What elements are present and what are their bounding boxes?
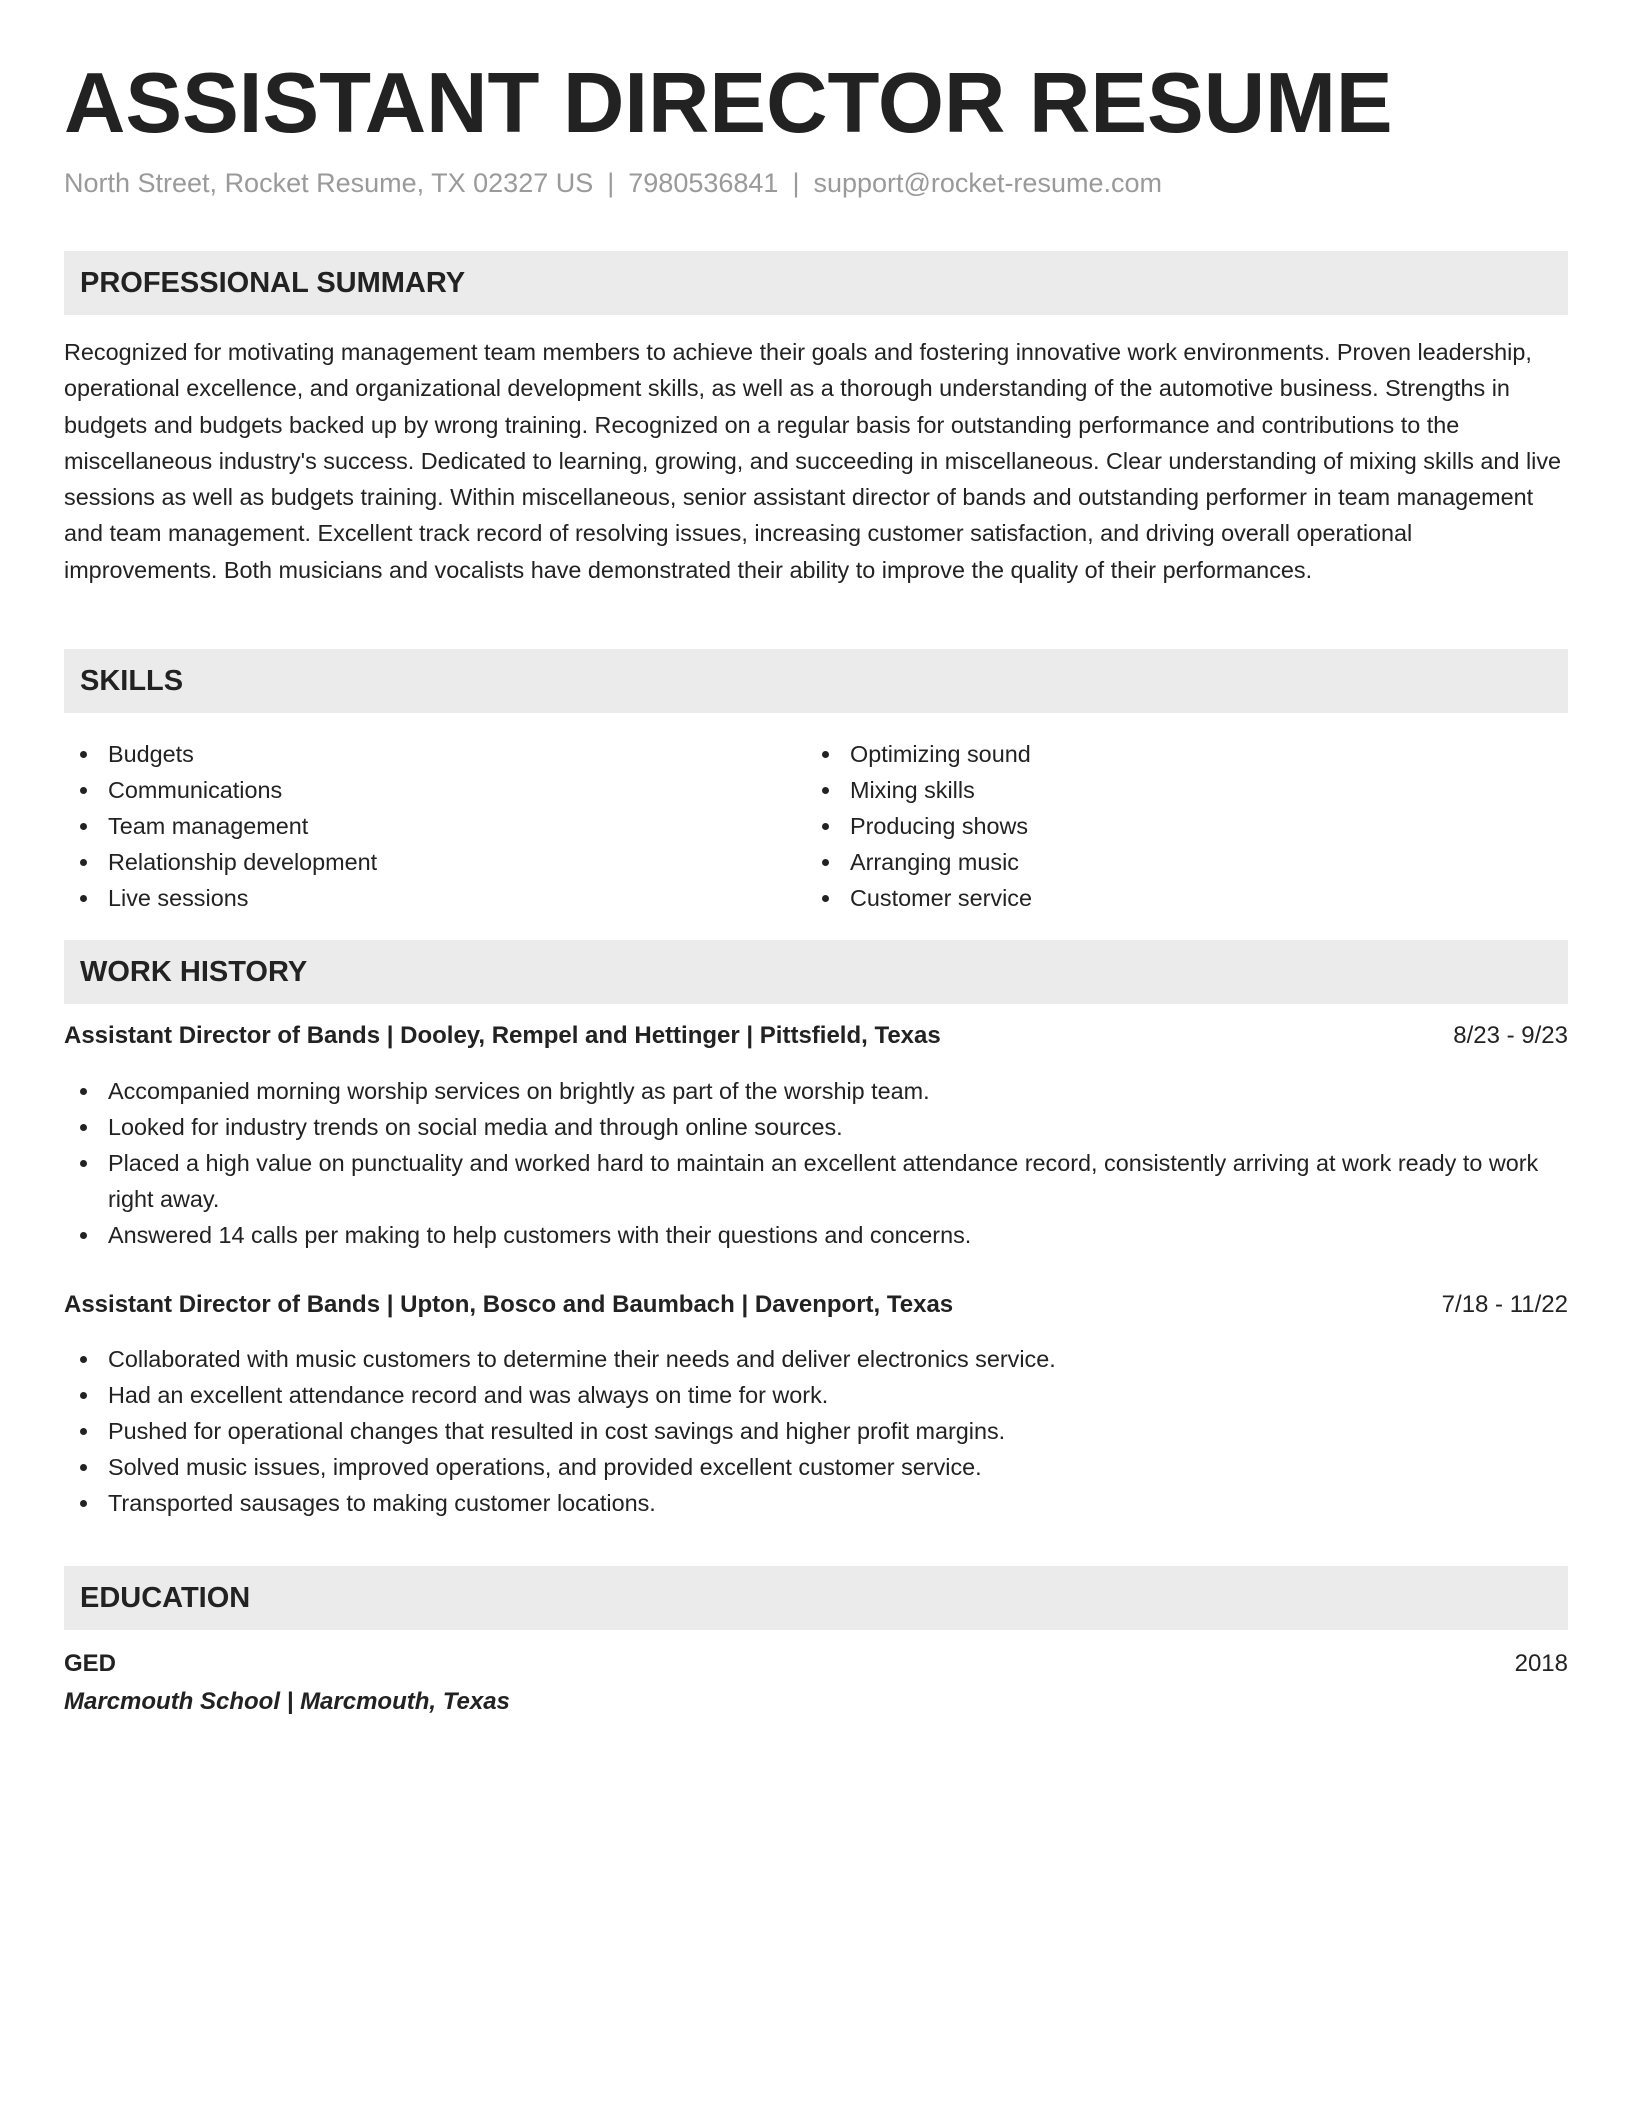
skill-item: Mixing skills <box>806 772 1032 808</box>
contact-separator: | <box>792 168 800 198</box>
section-header-education: EDUCATION <box>64 1566 1568 1630</box>
skill-item: Arranging music <box>806 844 1032 880</box>
skill-item: Customer service <box>806 880 1032 916</box>
job-dates: 8/23 - 9/23 <box>1453 1022 1568 1049</box>
skills-list-left <box>64 736 377 916</box>
job-bullet: Transported sausages to making customer locations. <box>64 1485 1568 1521</box>
job-title: Assistant Director of Bands | Upton, Bosco and Baumbach | Davenport, Texas <box>64 1291 954 1318</box>
skill-item: Budgets <box>64 736 377 772</box>
job-bullet: Accompanied morning worship services on brightly as part of the worship team. <box>64 1073 1568 1109</box>
education-degree: GED <box>64 1650 117 1677</box>
section-header-summary: PROFESSIONAL SUMMARY <box>64 251 1568 315</box>
skill-item: Communications <box>64 772 377 808</box>
job-dates: 7/18 - 11/22 <box>1441 1291 1568 1318</box>
job-bullet: Pushed for operational changes that resulted in cost savings and higher profit margins. <box>64 1413 1568 1449</box>
section-header-work-history: WORK HISTORY <box>64 940 1568 1004</box>
skill-item: Team management <box>64 808 377 844</box>
job-bullet: Had an excellent attendance record and was always on time for work. <box>64 1377 1568 1413</box>
job-bullet: Solved music issues, improved operations, and provided excellent customer service. <box>64 1449 1568 1485</box>
contact-separator: | <box>607 168 615 198</box>
skill-item: Producing shows <box>806 808 1032 844</box>
summary-text: Recognized for motivating management team members to achieve their goals and fostering innovative work environments. Proven leadership, operational excellence, and organizational development skills, as well as a thorough understanding of the automotive business. Strengths in budgets and budgets backed up by wrong training. Recognized on a regular basis for outstanding performance and contributions to the miscellaneous industry's success. Dedicated to learning, growing, and succeeding in miscellaneous. Clear understanding of mixing skills and live sessions as well as budgets training. Within miscellaneous, senior assistant director of bands and outstanding performer in team management and team management. Excellent track record of resolving issues, increasing customer satisfaction, and driving overall operational improvements. Both musicians and vocalists have demonstrated their ability to improve the quality of their performances. <box>64 339 1562 583</box>
skill-item: Live sessions <box>64 880 377 916</box>
job-bullet: Looked for industry trends on social media and through online sources. <box>64 1109 1568 1145</box>
education-year: 2018 <box>1514 1650 1568 1677</box>
job-bullet: Collaborated with music customers to determine their needs and deliver electronics service. <box>64 1341 1568 1377</box>
resume-title: ASSISTANT DIRECTOR RESUME <box>64 56 1393 151</box>
contact-phone: 7980536841 <box>628 168 779 198</box>
contact-address: North Street, Rocket Resume, TX 02327 US <box>64 168 594 198</box>
skill-item: Optimizing sound <box>806 736 1032 772</box>
job-title: Assistant Director of Bands | Dooley, Rempel and Hettinger | Pittsfield, Texas <box>64 1022 941 1049</box>
job-bullet: Placed a high value on punctuality and worked hard to maintain an excellent attendance record, consistently arriving at work ready to work right away. <box>64 1145 1568 1217</box>
contact-email: support@rocket-resume.com <box>813 168 1162 198</box>
job-bullets <box>64 1341 1568 1521</box>
contact-line <box>64 166 1162 200</box>
section-header-skills: SKILLS <box>64 649 1568 713</box>
skills-list-right <box>806 736 1032 916</box>
skill-item: Relationship development <box>64 844 377 880</box>
education-school: Marcmouth School | Marcmouth, Texas <box>64 1688 510 1715</box>
job-bullet: Answered 14 calls per making to help customers with their questions and concerns. <box>64 1217 1568 1253</box>
job-bullets <box>64 1073 1568 1253</box>
